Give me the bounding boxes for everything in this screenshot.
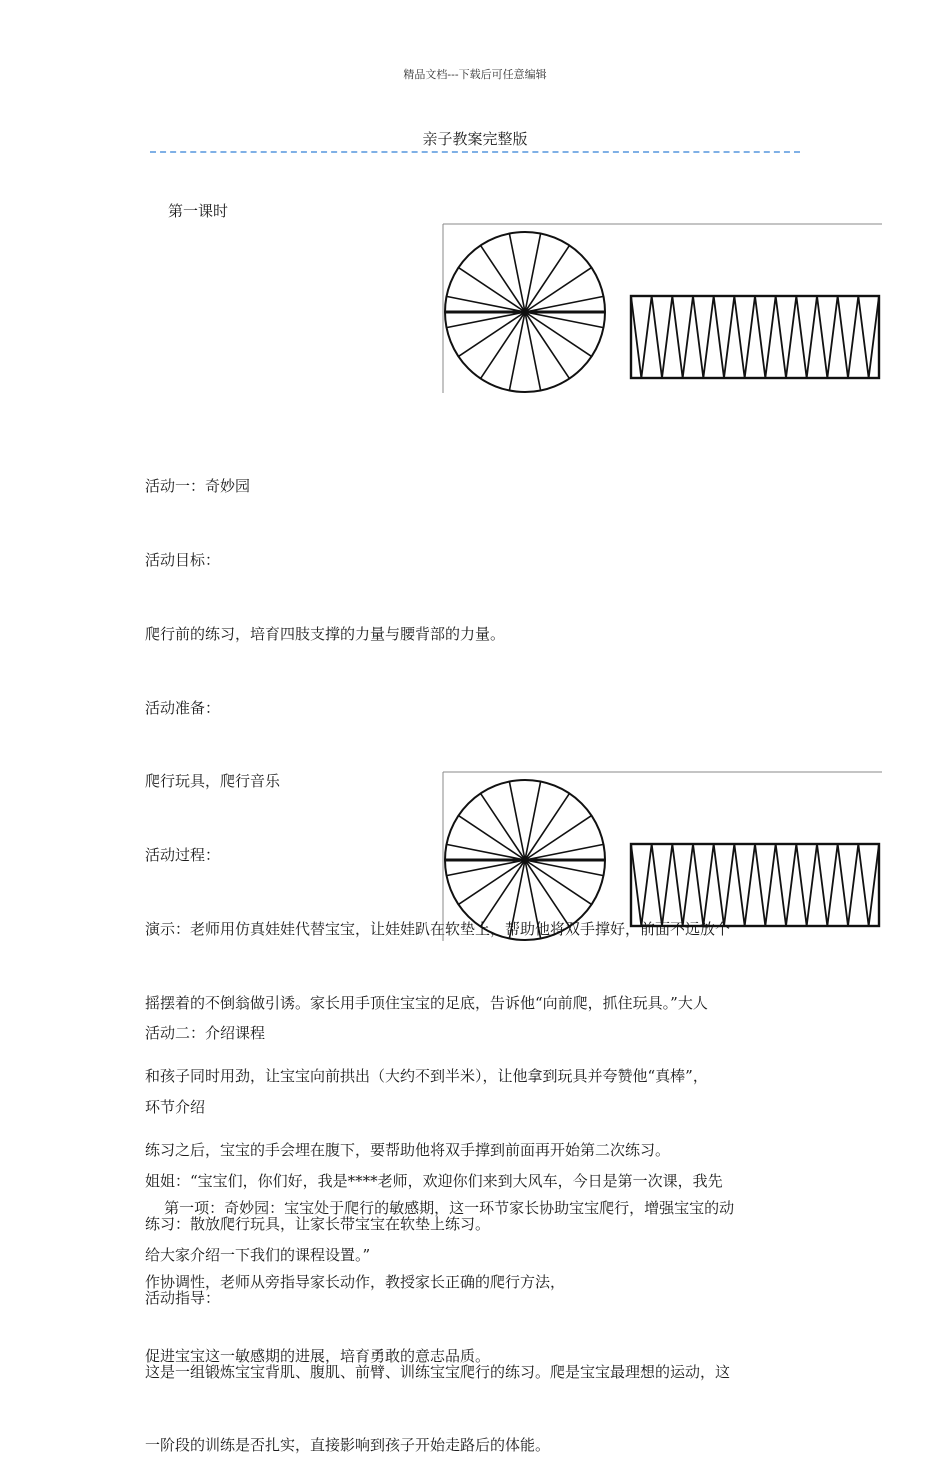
activity2-speech-line: 姐姐：“宝宝们，你们好，我是****老师，欢迎你们来到大风车，今日是第一次课，我先 [145,1171,723,1190]
document-title: 亲子教案完整版 [422,130,528,148]
activity1-prep-label: 活动准备： [145,698,221,717]
item1-line: 作协调性，老师从旁指导家长动作，教授家长正确的爬行方法， [145,1272,566,1291]
activity1-guide-label: 活动指导： [145,1288,221,1307]
activity1-demo-line: 摇摆着的不倒翁做引诱。家长用手顶住宝宝的足底，告诉他“向前爬，抓住玩具。”大人 [145,993,708,1012]
zigzag-line [631,844,879,926]
activity1-goal: 爬行前的练习，培育四肢支撑的力量与腰背部的力量。 [145,624,506,643]
diagram-wheel-zigzag-2 [442,771,882,941]
diagram-wheel-zigzag-1 [442,223,882,393]
activity2-title: 活动二：介绍课程 [145,1024,266,1043]
activity1-demo-line: 练习之后，宝宝的手会埋在腹下，要帮助他将双手撑到前面再开始第二次练习。 [145,1141,671,1160]
activity2-section: 环节介绍 [145,1097,206,1116]
activity1-guide-line: 一阶段的训练是否扎实，直接影响到孩子开始走路后的体能。 [145,1436,551,1455]
zigzag-line [631,296,879,378]
item1-line: 第一项：奇妙园：宝宝处于爬行的敏感期，这一环节家长协助宝宝爬行，增强宝宝的动 [145,1199,735,1218]
activity1-title: 活动一：奇妙园 [145,477,251,496]
activity1-demo-line: 和孩子同时用劲，让宝宝向前拱出（大约不到半米），让他拿到玩具并夸赞他“真棒”， [145,1067,708,1086]
activity1-practice: 练习：散放爬行玩具，让家长带宝宝在软垫上练习。 [145,1215,491,1233]
item1-block [145,1147,815,1393]
activity1-goal-label: 活动目标： [145,550,221,569]
zigzag-frame [631,296,879,378]
activity1-guide-line: 这是一组锻炼宝宝背肌、腹肌、前臂、训练宝宝爬行的练习。爬是宝宝最理想的运动，这 [145,1362,731,1381]
zigzag-frame [631,844,879,926]
title-divider [150,151,800,153]
activity1-process-label: 活动过程： [145,846,221,865]
activity1-demo-line: 演示：老师用仿真娃娃代替宝宝，让娃娃趴在软垫上，帮助他将双手撑好，前面不远放个 [145,919,731,938]
activity2-speech-line: 给大家介绍一下我们的课程设置。” [145,1245,371,1264]
header-note: 精品文档---下载后可任意编辑 [403,68,547,81]
lesson-period: 第一课时 [168,202,229,220]
activity1-prep: 爬行玩具，爬行音乐 [145,772,281,791]
item1-line: 促进宝宝这一敏感期的进展，培育勇敢的意志品质。 [145,1346,491,1365]
